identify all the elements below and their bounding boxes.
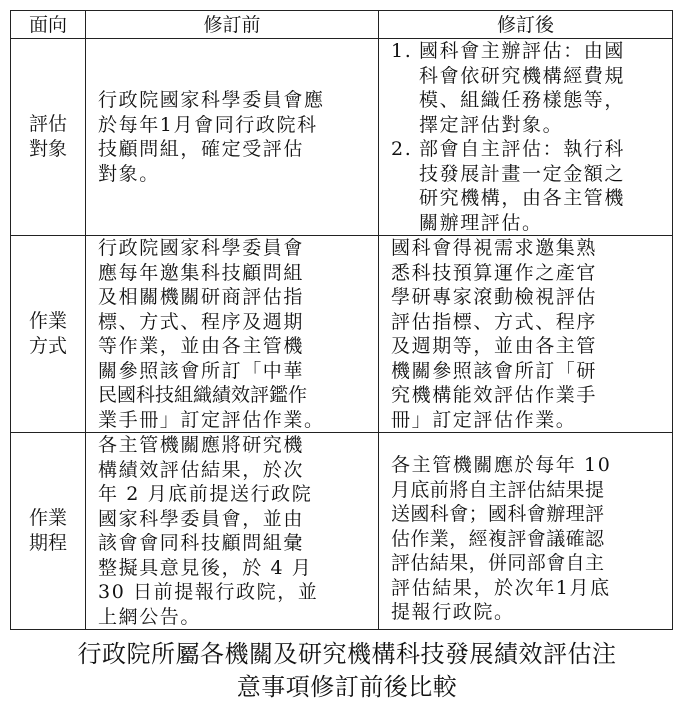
table-row-operation-method: [11, 236, 673, 433]
aspect-label-line: 期程: [28, 532, 67, 554]
item-number: 1.: [391, 40, 413, 62]
text-line: 及相關機關研商評估指: [98, 286, 305, 308]
text-line: 標、方式、程序及週期: [98, 310, 305, 333]
text-line: 應每年邀集科技顧問組: [98, 261, 305, 284]
text-line: 年 2 月底前提送行政院: [98, 483, 313, 505]
text-line: 及週期等，並由各主管: [391, 335, 598, 357]
text-line: 技發展計畫一定金額之: [419, 162, 626, 185]
text-line: 機關參照該會所訂「研: [391, 359, 598, 382]
text-line: 冊」訂定評估作業。: [391, 408, 577, 431]
text-line: 關參照該會所訂「中華: [98, 359, 305, 382]
text-line: 擇定評估對象。: [419, 113, 564, 136]
aspect-label-line: 評估: [28, 113, 67, 135]
text-line: 部會自主評估：執行科: [419, 138, 626, 160]
text-line: 等作業，並由各主管機: [98, 335, 305, 357]
text-line: 關辦理評估。: [419, 211, 543, 234]
text-line: 行政院國家科學委員會: [98, 237, 305, 259]
text-line: 國科會得視需求邀集熟: [391, 237, 598, 259]
text-line: 技顧問組，確定受評估: [98, 138, 305, 160]
text-line: 悉科技預算運作之產官: [391, 261, 598, 284]
text-line: 評估結果，併同部會自主: [391, 552, 605, 574]
text-line: 提報行政院。: [391, 601, 515, 623]
text-line: 國家科學委員會，並由: [98, 507, 305, 530]
aspect-cell: [11, 433, 86, 630]
text-line: 究機構能效評估作業手: [391, 384, 598, 406]
text-line: 科會依研究機構經費規: [419, 64, 626, 87]
aspect-cell: [11, 39, 86, 236]
text-line: 整擬具意見後，於 4 月: [98, 556, 313, 579]
text-line: 估作業，經複評會議確認: [391, 527, 605, 550]
text-line: 國科會主辦評估：由國: [419, 40, 626, 62]
text-line: 民國科技組織績效評鑑作: [98, 384, 308, 406]
header-after: 修訂後: [379, 11, 673, 39]
after-cell: [379, 39, 673, 236]
text-line: 各主管機關應於每年 10: [391, 454, 612, 476]
text-line: 對象。: [98, 162, 160, 185]
comparison-table: [10, 10, 673, 630]
text-line: 評估指標、方式、程序: [391, 310, 598, 333]
numbered-item: [391, 39, 666, 137]
figure-caption-line-2: 意事項修訂前後比較: [236, 673, 458, 701]
before-cell: [86, 433, 379, 630]
aspect-cell: [11, 236, 86, 433]
before-cell: [86, 39, 379, 236]
table-header-row: [11, 11, 673, 39]
header-aspect: 面向: [11, 11, 86, 39]
text-line: 研究機構，由各主管機: [419, 187, 626, 209]
aspect-label-line: 方式: [28, 335, 67, 357]
text-line: 月底前將自主評估結果提: [391, 478, 605, 501]
aspect-label-line: 作業: [28, 507, 67, 529]
table-row-operation-schedule: [11, 433, 673, 630]
table-row-evaluation-target: [11, 39, 673, 236]
text-line: 該會會同科技顧問組彙: [98, 532, 305, 554]
text-line: 行政院國家科學委員會應: [98, 89, 325, 111]
text-line: 模、組織任務樣態等，: [419, 89, 626, 111]
text-line: 於每年1月會同行政院科: [98, 113, 318, 136]
text-line: 業手冊」訂定評估作業。: [98, 408, 325, 431]
aspect-label-line: 對象: [28, 138, 67, 160]
after-cell: [379, 433, 673, 630]
figure-caption-line-1: 行政院所屬各機關及研究機構科技發展績效評估注: [77, 640, 617, 668]
text-line: 構績效評估結果，於次: [98, 458, 305, 481]
text-line: 各主管機關應將研究機: [98, 434, 305, 456]
text-line: 送國科會；國科會辦理評: [391, 503, 605, 525]
header-before: 修訂前: [86, 11, 379, 39]
text-line: 上網公告。: [98, 605, 202, 628]
text-line: 學研專家滾動檢視評估: [391, 286, 598, 308]
text-line: 評估結果，於次年1月底: [391, 576, 611, 599]
before-cell: [86, 236, 379, 433]
after-cell: [379, 236, 673, 433]
text-line: 30 日前提報行政院，並: [98, 581, 319, 603]
item-number: 2.: [391, 138, 413, 160]
aspect-label-line: 作業: [28, 310, 67, 332]
numbered-item: [391, 137, 666, 235]
